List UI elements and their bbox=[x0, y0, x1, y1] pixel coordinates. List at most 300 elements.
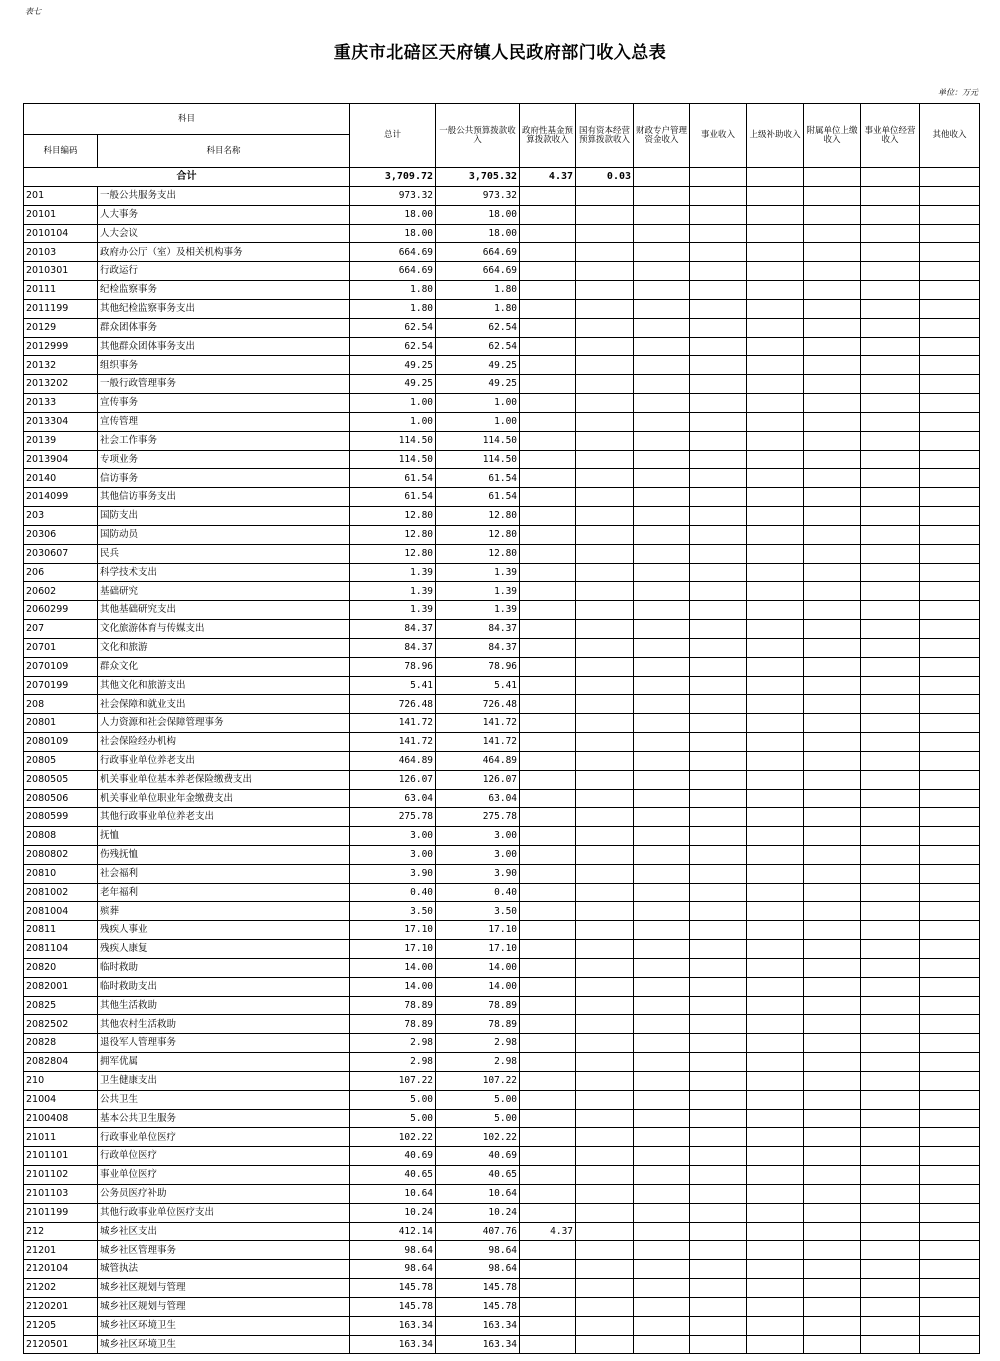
value-cell bbox=[861, 1335, 920, 1354]
value-cell bbox=[747, 525, 804, 544]
value-cell bbox=[520, 1053, 576, 1072]
value-cell bbox=[576, 318, 634, 337]
total-cell: 3,709.72 bbox=[350, 168, 436, 187]
value-cell bbox=[634, 337, 690, 356]
table-row bbox=[24, 845, 980, 864]
value-cell: 163.34 bbox=[436, 1316, 520, 1335]
value-cell: 18.00 bbox=[436, 224, 520, 243]
value-cell bbox=[576, 902, 634, 921]
subject-code-cell: 2080802 bbox=[24, 845, 98, 864]
value-cell bbox=[634, 733, 690, 752]
value-cell bbox=[690, 187, 747, 206]
subject-name-cell: 其他纪检监察事务支出 bbox=[98, 299, 350, 318]
table-row bbox=[24, 507, 980, 526]
value-cell: 98.64 bbox=[350, 1241, 436, 1260]
value-cell bbox=[520, 450, 576, 469]
value-cell: 1.00 bbox=[350, 412, 436, 431]
table-row bbox=[24, 281, 980, 300]
value-cell bbox=[920, 1316, 980, 1335]
table-row bbox=[24, 921, 980, 940]
subject-code-cell: 2081004 bbox=[24, 902, 98, 921]
value-cell bbox=[747, 808, 804, 827]
subject-code-cell: 2082502 bbox=[24, 1015, 98, 1034]
value-cell bbox=[690, 770, 747, 789]
value-cell: 102.22 bbox=[350, 1128, 436, 1147]
value-cell bbox=[804, 1184, 861, 1203]
value-cell bbox=[576, 563, 634, 582]
value-cell bbox=[861, 507, 920, 526]
value-cell bbox=[576, 770, 634, 789]
value-cell bbox=[920, 582, 980, 601]
table-row bbox=[24, 525, 980, 544]
subject-name-cell: 社会工作事务 bbox=[98, 431, 350, 450]
value-cell bbox=[690, 958, 747, 977]
value-cell: 40.69 bbox=[436, 1147, 520, 1166]
value-cell bbox=[747, 1184, 804, 1203]
value-cell bbox=[576, 996, 634, 1015]
value-cell bbox=[920, 921, 980, 940]
total-row bbox=[24, 168, 980, 187]
table-row bbox=[24, 695, 980, 714]
value-cell bbox=[747, 1241, 804, 1260]
value-cell bbox=[920, 1015, 980, 1034]
value-cell bbox=[576, 281, 634, 300]
table-row bbox=[24, 1335, 980, 1354]
value-cell bbox=[690, 337, 747, 356]
value-cell bbox=[804, 394, 861, 413]
value-cell: 973.32 bbox=[350, 187, 436, 206]
value-cell bbox=[920, 1335, 980, 1354]
subject-code-cell: 2082001 bbox=[24, 977, 98, 996]
value-cell bbox=[634, 1241, 690, 1260]
value-cell bbox=[690, 883, 747, 902]
value-cell bbox=[520, 544, 576, 563]
value-cell: 98.64 bbox=[350, 1260, 436, 1279]
value-cell bbox=[920, 1260, 980, 1279]
value-cell bbox=[576, 714, 634, 733]
subject-name-cell: 城乡社区管理事务 bbox=[98, 1241, 350, 1260]
subject-code-cell: 2080599 bbox=[24, 808, 98, 827]
subject-name-cell: 城乡社区环境卫生 bbox=[98, 1335, 350, 1354]
table-row bbox=[24, 205, 980, 224]
value-cell bbox=[520, 337, 576, 356]
value-cell bbox=[634, 356, 690, 375]
subject-code-cell: 21004 bbox=[24, 1090, 98, 1109]
value-cell bbox=[520, 940, 576, 959]
value-cell: 49.25 bbox=[436, 356, 520, 375]
subject-code-cell: 20140 bbox=[24, 469, 98, 488]
header-subject-name: 科目名称 bbox=[98, 135, 350, 168]
value-cell: 98.64 bbox=[436, 1260, 520, 1279]
value-cell bbox=[576, 412, 634, 431]
value-cell bbox=[747, 450, 804, 469]
table-row bbox=[24, 375, 980, 394]
value-cell bbox=[634, 507, 690, 526]
value-cell bbox=[920, 450, 980, 469]
table-row bbox=[24, 977, 980, 996]
value-cell: 49.25 bbox=[350, 356, 436, 375]
value-cell bbox=[634, 431, 690, 450]
value-cell bbox=[634, 940, 690, 959]
value-cell bbox=[690, 1279, 747, 1298]
value-cell bbox=[520, 676, 576, 695]
value-cell: 3.00 bbox=[350, 827, 436, 846]
value-cell bbox=[920, 299, 980, 318]
value-cell bbox=[576, 1316, 634, 1335]
value-cell bbox=[861, 808, 920, 827]
value-cell bbox=[747, 1034, 804, 1053]
subject-name-cell: 国防支出 bbox=[98, 507, 350, 526]
value-cell: 3.50 bbox=[436, 902, 520, 921]
value-cell bbox=[634, 714, 690, 733]
value-cell: 40.69 bbox=[350, 1147, 436, 1166]
value-cell bbox=[634, 977, 690, 996]
subject-name-cell: 城乡社区规划与管理 bbox=[98, 1297, 350, 1316]
value-cell: 145.78 bbox=[350, 1297, 436, 1316]
value-cell bbox=[920, 996, 980, 1015]
value-cell bbox=[690, 318, 747, 337]
value-cell bbox=[690, 563, 747, 582]
value-cell bbox=[747, 1260, 804, 1279]
subject-code-cell: 2080506 bbox=[24, 789, 98, 808]
value-cell: 98.64 bbox=[436, 1241, 520, 1260]
value-cell: 17.10 bbox=[350, 921, 436, 940]
value-cell bbox=[520, 224, 576, 243]
value-cell bbox=[920, 1147, 980, 1166]
value-cell: 14.00 bbox=[350, 958, 436, 977]
value-cell bbox=[690, 638, 747, 657]
subject-code-cell: 2060299 bbox=[24, 601, 98, 620]
value-cell bbox=[861, 187, 920, 206]
value-cell: 78.96 bbox=[350, 657, 436, 676]
value-cell bbox=[920, 1297, 980, 1316]
value-cell: 1.80 bbox=[350, 281, 436, 300]
value-cell bbox=[920, 469, 980, 488]
value-cell bbox=[861, 695, 920, 714]
subject-code-cell: 21011 bbox=[24, 1128, 98, 1147]
value-cell bbox=[690, 695, 747, 714]
table-row bbox=[24, 431, 980, 450]
value-cell bbox=[634, 450, 690, 469]
table-row bbox=[24, 1297, 980, 1316]
subject-name-cell: 民兵 bbox=[98, 544, 350, 563]
subject-code-cell: 2080109 bbox=[24, 733, 98, 752]
value-cell: 107.22 bbox=[350, 1071, 436, 1090]
value-cell bbox=[920, 187, 980, 206]
value-cell bbox=[690, 507, 747, 526]
value-cell bbox=[804, 977, 861, 996]
subject-code-cell: 20825 bbox=[24, 996, 98, 1015]
value-cell bbox=[690, 827, 747, 846]
value-cell bbox=[576, 525, 634, 544]
subject-name-cell: 群众文化 bbox=[98, 657, 350, 676]
value-cell bbox=[747, 1109, 804, 1128]
value-cell bbox=[520, 827, 576, 846]
value-cell: 464.89 bbox=[350, 751, 436, 770]
value-cell bbox=[690, 1203, 747, 1222]
table-row bbox=[24, 620, 980, 639]
table-tag: 表七 bbox=[25, 7, 41, 16]
subject-code-cell: 2082804 bbox=[24, 1053, 98, 1072]
header-col-1: 一般公共预算拨款收入 bbox=[436, 104, 520, 168]
table-row bbox=[24, 996, 980, 1015]
subject-name-cell: 其他生活救助 bbox=[98, 996, 350, 1015]
value-cell bbox=[861, 921, 920, 940]
value-cell bbox=[747, 864, 804, 883]
value-cell bbox=[634, 205, 690, 224]
value-cell bbox=[634, 1015, 690, 1034]
value-cell bbox=[861, 394, 920, 413]
value-cell: 40.65 bbox=[436, 1166, 520, 1185]
value-cell: 12.80 bbox=[350, 544, 436, 563]
value-cell bbox=[576, 1053, 634, 1072]
value-cell bbox=[861, 883, 920, 902]
value-cell: 726.48 bbox=[350, 695, 436, 714]
value-cell bbox=[861, 864, 920, 883]
value-cell: 62.54 bbox=[350, 337, 436, 356]
subject-name-cell: 科学技术支出 bbox=[98, 563, 350, 582]
value-cell bbox=[861, 450, 920, 469]
value-cell bbox=[634, 1279, 690, 1298]
value-cell bbox=[520, 563, 576, 582]
subject-code-cell: 2070199 bbox=[24, 676, 98, 695]
subject-name-cell: 殡葬 bbox=[98, 902, 350, 921]
subject-name-cell: 机关事业单位基本养老保险缴费支出 bbox=[98, 770, 350, 789]
value-cell: 12.80 bbox=[436, 525, 520, 544]
value-cell bbox=[690, 676, 747, 695]
value-cell bbox=[804, 902, 861, 921]
value-cell: 114.50 bbox=[436, 450, 520, 469]
value-cell bbox=[576, 1166, 634, 1185]
value-cell: 141.72 bbox=[350, 733, 436, 752]
value-cell bbox=[747, 469, 804, 488]
value-cell bbox=[804, 1316, 861, 1335]
subject-code-cell: 2101101 bbox=[24, 1147, 98, 1166]
subject-code-cell: 2012999 bbox=[24, 337, 98, 356]
value-cell: 12.80 bbox=[350, 525, 436, 544]
value-cell bbox=[520, 902, 576, 921]
value-cell bbox=[920, 864, 980, 883]
value-cell: 973.32 bbox=[436, 187, 520, 206]
subject-name-cell: 城乡社区支出 bbox=[98, 1222, 350, 1241]
value-cell: 49.25 bbox=[436, 375, 520, 394]
value-cell bbox=[861, 262, 920, 281]
table-row bbox=[24, 469, 980, 488]
value-cell bbox=[747, 1222, 804, 1241]
value-cell bbox=[634, 1316, 690, 1335]
subject-name-cell: 纪检监察事务 bbox=[98, 281, 350, 300]
subject-code-cell: 20139 bbox=[24, 431, 98, 450]
subject-name-cell: 残疾人康复 bbox=[98, 940, 350, 959]
table-header bbox=[24, 104, 980, 168]
value-cell bbox=[861, 714, 920, 733]
subject-name-cell: 残疾人事业 bbox=[98, 921, 350, 940]
value-cell bbox=[861, 544, 920, 563]
value-cell bbox=[861, 356, 920, 375]
value-cell: 664.69 bbox=[436, 243, 520, 262]
value-cell bbox=[861, 1147, 920, 1166]
value-cell bbox=[576, 450, 634, 469]
value-cell bbox=[861, 224, 920, 243]
value-cell bbox=[747, 224, 804, 243]
value-cell bbox=[520, 205, 576, 224]
subject-code-cell: 20805 bbox=[24, 751, 98, 770]
value-cell bbox=[634, 1166, 690, 1185]
value-cell bbox=[690, 412, 747, 431]
value-cell bbox=[634, 394, 690, 413]
value-cell bbox=[520, 375, 576, 394]
value-cell: 1.39 bbox=[350, 563, 436, 582]
subject-name-cell: 行政事业单位养老支出 bbox=[98, 751, 350, 770]
table-row bbox=[24, 1279, 980, 1298]
value-cell bbox=[747, 1203, 804, 1222]
value-cell: 1.00 bbox=[436, 394, 520, 413]
value-cell bbox=[690, 657, 747, 676]
value-cell: 78.89 bbox=[350, 1015, 436, 1034]
value-cell bbox=[520, 845, 576, 864]
value-cell bbox=[861, 431, 920, 450]
value-cell bbox=[520, 808, 576, 827]
value-cell bbox=[804, 1241, 861, 1260]
value-cell bbox=[861, 733, 920, 752]
value-cell bbox=[520, 1260, 576, 1279]
value-cell bbox=[920, 1053, 980, 1072]
value-cell bbox=[634, 638, 690, 657]
value-cell bbox=[634, 1128, 690, 1147]
value-cell bbox=[804, 1260, 861, 1279]
value-cell bbox=[804, 187, 861, 206]
subject-name-cell: 公共卫生 bbox=[98, 1090, 350, 1109]
value-cell: 17.10 bbox=[350, 940, 436, 959]
subject-code-cell: 20828 bbox=[24, 1034, 98, 1053]
value-cell bbox=[520, 1184, 576, 1203]
value-cell bbox=[861, 770, 920, 789]
value-cell bbox=[520, 714, 576, 733]
value-cell bbox=[920, 789, 980, 808]
value-cell: 10.64 bbox=[350, 1184, 436, 1203]
value-cell: 145.78 bbox=[350, 1279, 436, 1298]
table-row bbox=[24, 751, 980, 770]
value-cell bbox=[920, 620, 980, 639]
value-cell bbox=[690, 1053, 747, 1072]
value-cell bbox=[747, 958, 804, 977]
value-cell bbox=[804, 714, 861, 733]
value-cell bbox=[520, 958, 576, 977]
value-cell bbox=[920, 507, 980, 526]
value-cell: 3.00 bbox=[436, 827, 520, 846]
value-cell bbox=[634, 318, 690, 337]
value-cell: 145.78 bbox=[436, 1279, 520, 1298]
value-cell bbox=[920, 1090, 980, 1109]
table-row bbox=[24, 1184, 980, 1203]
value-cell bbox=[747, 1015, 804, 1034]
value-cell: 3.90 bbox=[436, 864, 520, 883]
value-cell bbox=[520, 394, 576, 413]
subject-code-cell: 2013904 bbox=[24, 450, 98, 469]
table-row bbox=[24, 601, 980, 620]
table-row bbox=[24, 582, 980, 601]
value-cell bbox=[804, 375, 861, 394]
value-cell bbox=[576, 205, 634, 224]
value-cell bbox=[634, 751, 690, 770]
value-cell bbox=[804, 601, 861, 620]
value-cell bbox=[804, 525, 861, 544]
value-cell: 664.69 bbox=[350, 243, 436, 262]
value-cell bbox=[747, 356, 804, 375]
value-cell bbox=[520, 281, 576, 300]
value-cell bbox=[576, 827, 634, 846]
value-cell bbox=[747, 601, 804, 620]
value-cell bbox=[747, 412, 804, 431]
header-col-0: 总计 bbox=[350, 104, 436, 168]
value-cell bbox=[920, 1203, 980, 1222]
table-row bbox=[24, 902, 980, 921]
value-cell bbox=[747, 676, 804, 695]
value-cell: 10.64 bbox=[436, 1184, 520, 1203]
value-cell: 62.54 bbox=[350, 318, 436, 337]
value-cell bbox=[520, 299, 576, 318]
value-cell bbox=[804, 996, 861, 1015]
value-cell bbox=[520, 1090, 576, 1109]
value-cell bbox=[861, 902, 920, 921]
value-cell: 78.89 bbox=[436, 996, 520, 1015]
value-cell: 84.37 bbox=[436, 638, 520, 657]
value-cell bbox=[634, 1090, 690, 1109]
value-cell bbox=[634, 1109, 690, 1128]
subject-name-cell: 城乡社区规划与管理 bbox=[98, 1279, 350, 1298]
value-cell bbox=[634, 958, 690, 977]
subject-name-cell: 人大会议 bbox=[98, 224, 350, 243]
value-cell: 407.76 bbox=[436, 1222, 520, 1241]
value-cell bbox=[520, 977, 576, 996]
value-cell bbox=[520, 996, 576, 1015]
value-cell bbox=[634, 412, 690, 431]
value-cell: 63.04 bbox=[436, 789, 520, 808]
value-cell bbox=[861, 1034, 920, 1053]
value-cell bbox=[634, 1335, 690, 1354]
table-body bbox=[24, 168, 980, 1354]
value-cell bbox=[747, 507, 804, 526]
value-cell bbox=[520, 751, 576, 770]
value-cell bbox=[747, 620, 804, 639]
value-cell: 12.80 bbox=[436, 544, 520, 563]
value-cell bbox=[920, 1222, 980, 1241]
value-cell bbox=[804, 224, 861, 243]
value-cell bbox=[520, 412, 576, 431]
value-cell bbox=[634, 1222, 690, 1241]
value-cell bbox=[747, 977, 804, 996]
value-cell: 62.54 bbox=[436, 318, 520, 337]
page-title: 重庆市北碚区天府镇人民政府部门收入总表 bbox=[333, 43, 667, 63]
value-cell bbox=[634, 883, 690, 902]
subject-code-cell: 2081002 bbox=[24, 883, 98, 902]
value-cell bbox=[690, 1184, 747, 1203]
value-cell bbox=[690, 714, 747, 733]
value-cell bbox=[690, 394, 747, 413]
subject-name-cell: 人大事务 bbox=[98, 205, 350, 224]
value-cell bbox=[747, 375, 804, 394]
subject-code-cell: 20306 bbox=[24, 525, 98, 544]
value-cell bbox=[747, 582, 804, 601]
value-cell: 5.00 bbox=[350, 1090, 436, 1109]
value-cell bbox=[920, 845, 980, 864]
table-row bbox=[24, 450, 980, 469]
subject-code-cell: 2010104 bbox=[24, 224, 98, 243]
value-cell bbox=[576, 431, 634, 450]
subject-code-cell: 2080505 bbox=[24, 770, 98, 789]
value-cell bbox=[804, 827, 861, 846]
subject-name-cell: 文化旅游体育与传媒支出 bbox=[98, 620, 350, 639]
